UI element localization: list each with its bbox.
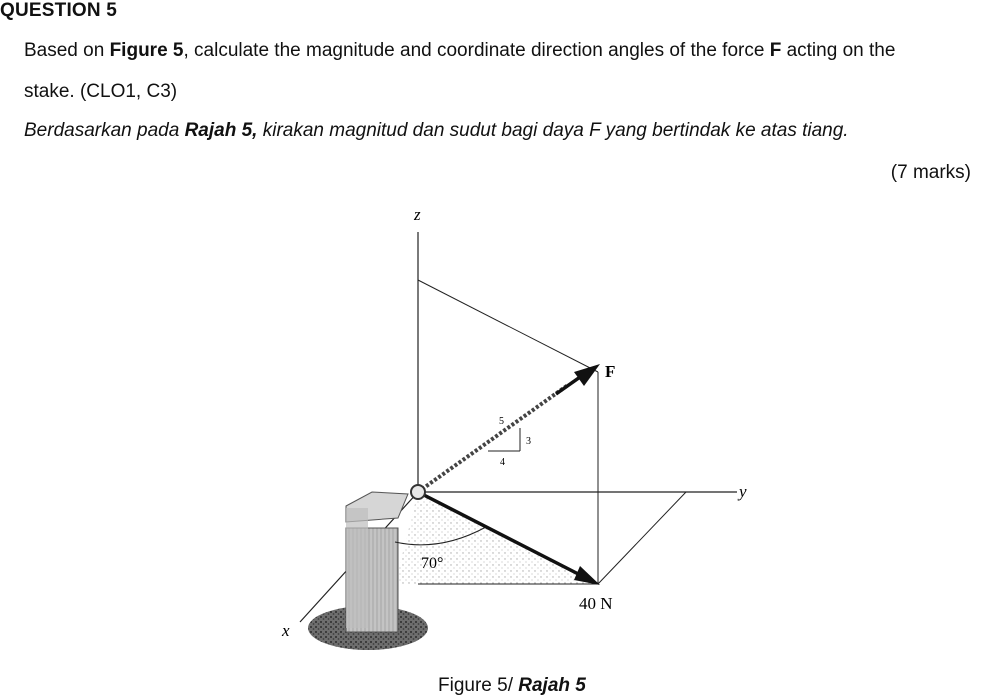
question-title: QUESTION 5 (0, 0, 118, 21)
caption-malay: Rajah 5 (518, 675, 586, 696)
question-text-suffix: acting on the (781, 40, 896, 61)
malay-text-prefix: Berdasarkan pada (24, 120, 185, 141)
slope-triangle (488, 416, 531, 468)
figure-caption (438, 675, 586, 697)
marks-allocation: (7 marks) (890, 162, 971, 183)
question-text-prefix: Based on (24, 40, 110, 61)
force-reference: F (769, 40, 782, 61)
malay-figure-reference: Rajah 5, (184, 120, 258, 141)
rope (418, 385, 568, 492)
y-projection-line (598, 492, 686, 584)
component-label: 40 N (579, 594, 613, 613)
question-text-line-2: stake. (CLO1, C3) (24, 81, 178, 102)
ring (411, 485, 425, 499)
top-guide-line (418, 280, 598, 372)
angle-label: 70° (421, 555, 444, 572)
y-axis-label: y (739, 482, 747, 501)
caption-english: Figure 5/ (438, 675, 513, 696)
figure-reference: Figure 5 (109, 40, 184, 61)
slope-rise-label: 3 (526, 436, 531, 447)
stake-side (346, 508, 368, 628)
force-f-arrowhead (574, 364, 600, 386)
slope-hyp-label: 5 (499, 416, 504, 427)
malay-text-suffix: kirakan magnitud dan sudut bagi daya F yang bertindak ke atas tiang. (257, 120, 849, 141)
force-f-label: F (605, 362, 616, 381)
x-axis-label: x (282, 621, 290, 640)
z-axis-label: z (414, 205, 421, 224)
question-text-middle: , calculate the magnitude and coordinate direction angles of the force (183, 40, 770, 61)
slope-run-label: 4 (500, 457, 505, 468)
